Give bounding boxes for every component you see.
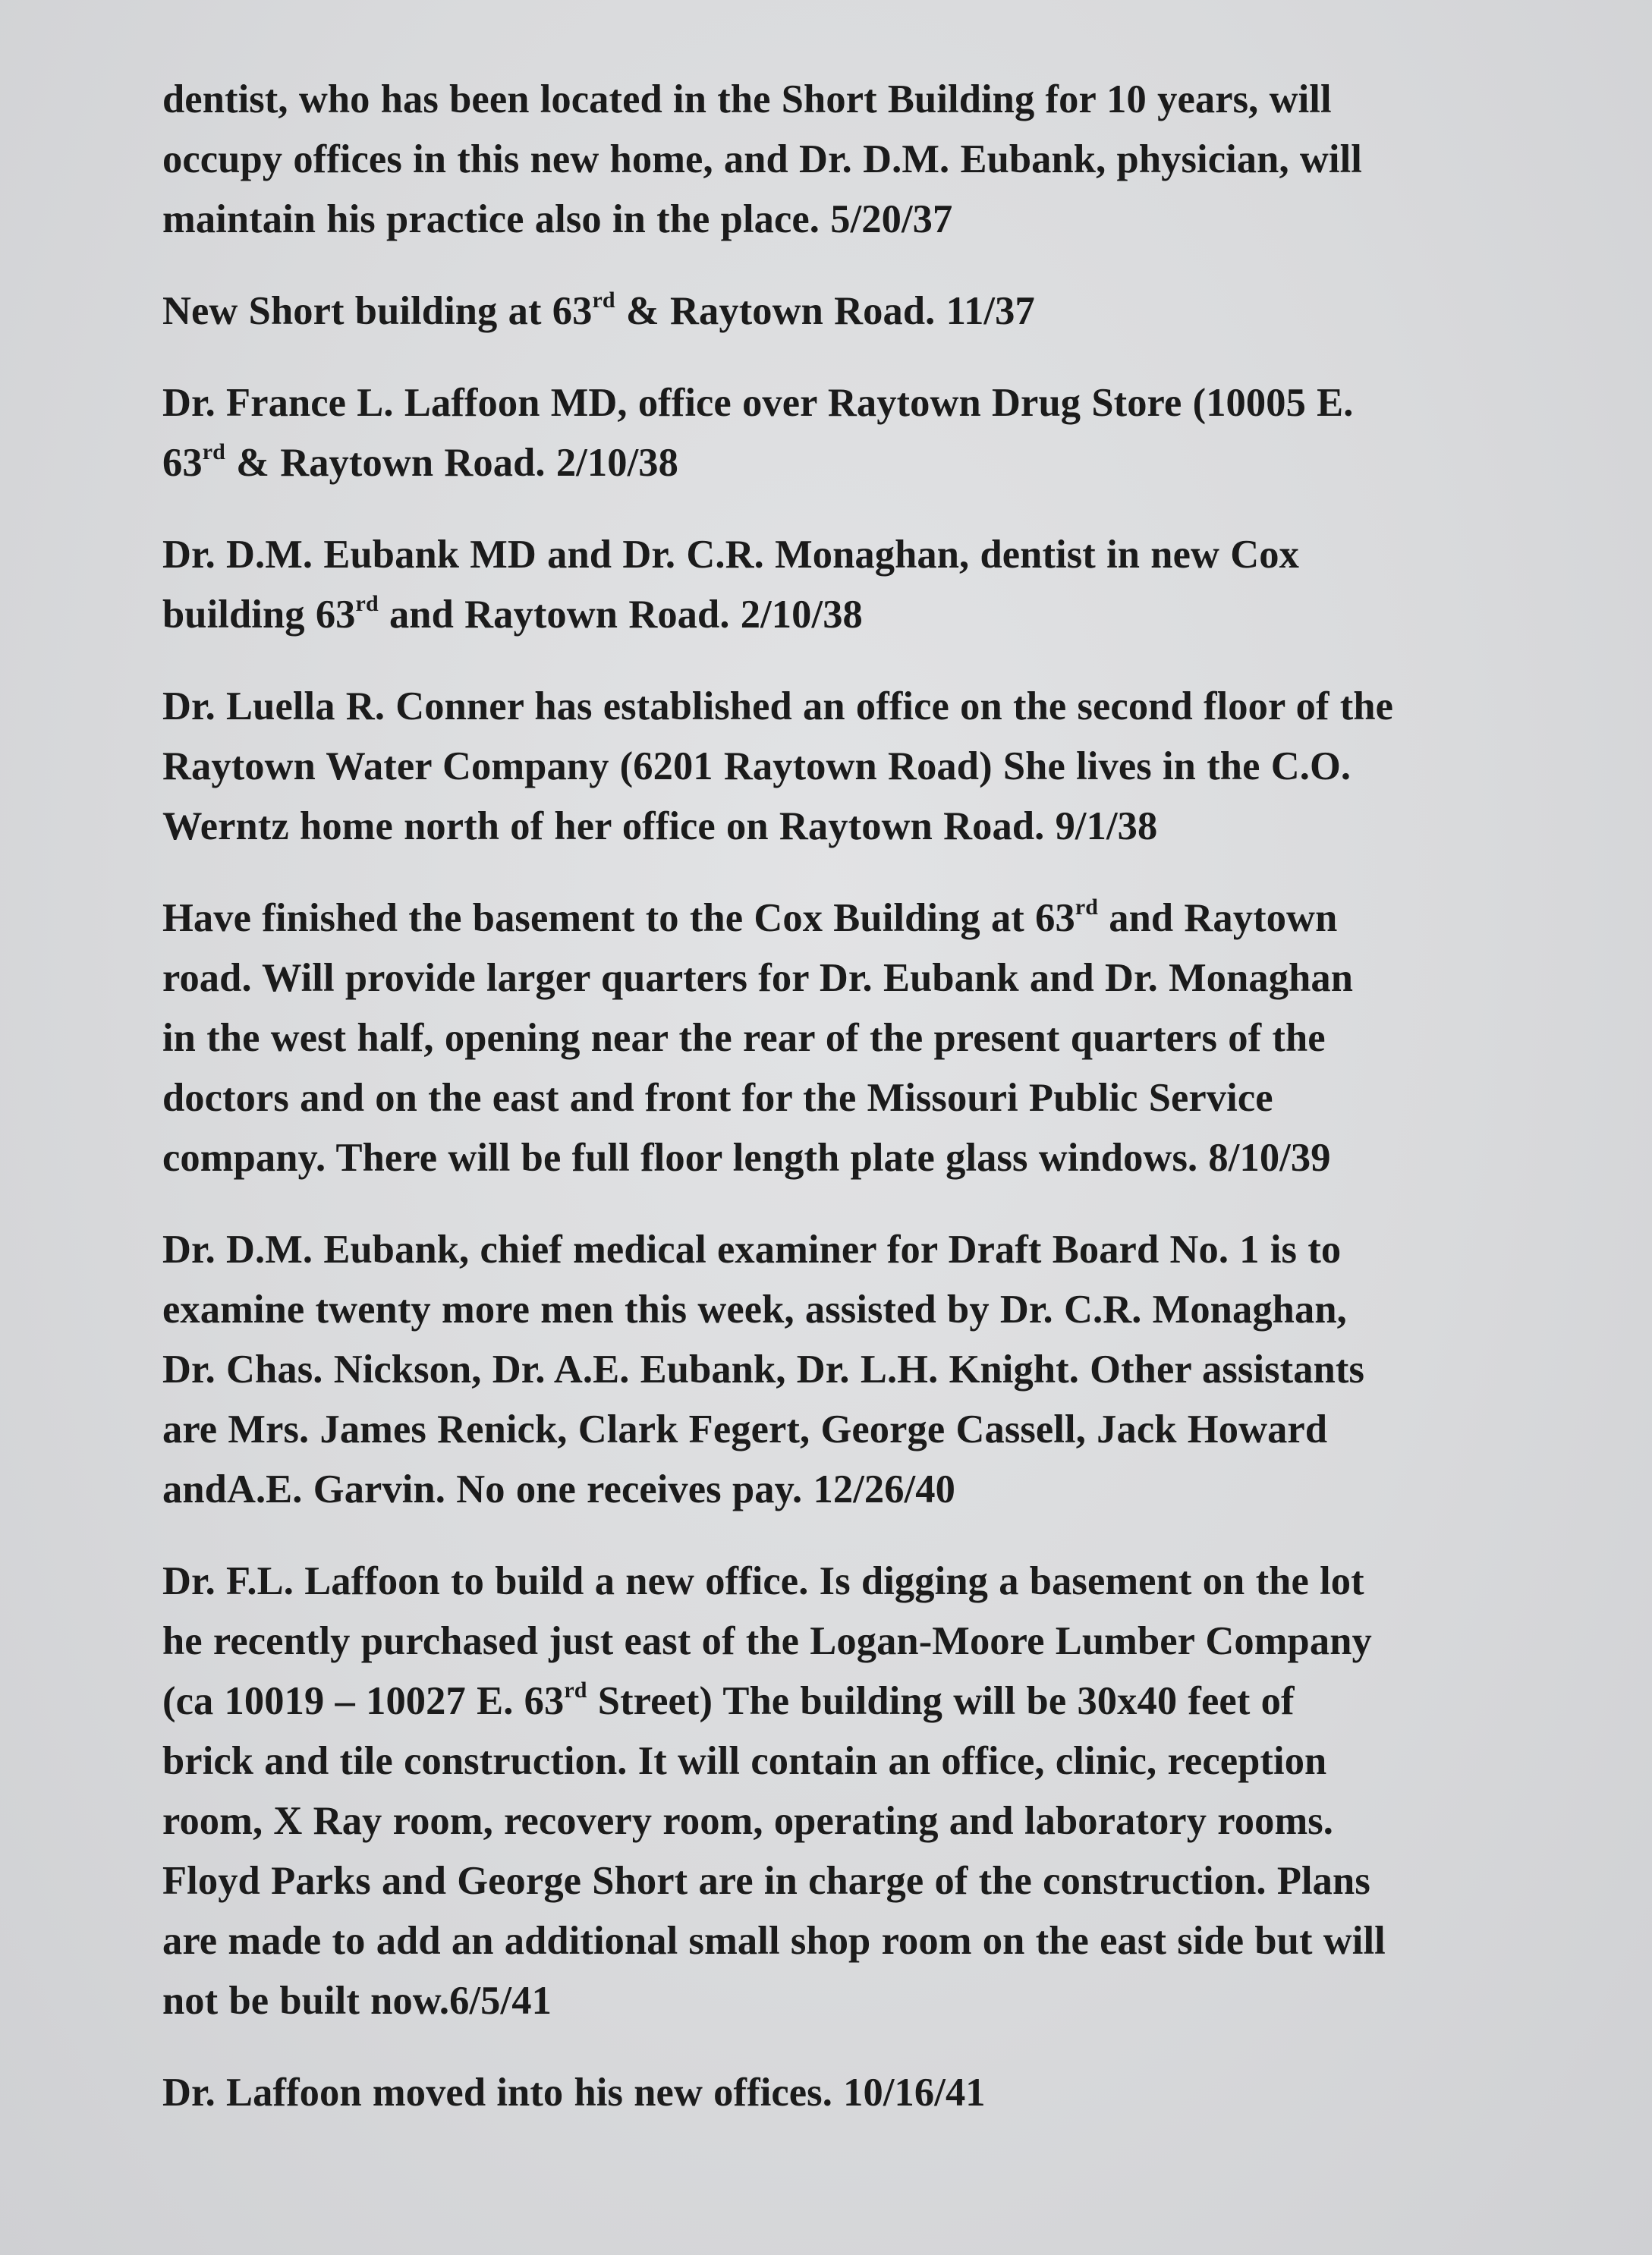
paragraph-entry — [162, 1552, 1589, 2031]
text-line — [162, 1280, 1589, 1340]
paragraph-entry — [162, 2063, 1589, 2123]
text-run: Dr. D.M. Eubank MD and Dr. C.R. Monaghan, dentist in new Cox — [162, 533, 1299, 577]
text-line — [162, 1220, 1589, 1280]
text-run: maintain his practice also in the place. 5/20/37 — [162, 197, 953, 241]
text-run: room, X Ray room, recovery room, operating and laboratory rooms. — [162, 1799, 1334, 1843]
text-run: New Short building at 63 — [162, 289, 593, 333]
text-run: and Raytown — [1098, 896, 1338, 940]
text-run: building 63 — [162, 593, 356, 637]
text-line — [162, 1731, 1589, 1791]
text-line — [162, 1128, 1589, 1188]
text-line — [162, 525, 1589, 585]
text-run: 63 — [162, 441, 203, 485]
text-run: Dr. Luella R. Conner has established an office on the second floor of the — [162, 684, 1394, 728]
paragraph-entry — [162, 525, 1589, 645]
text-run: he recently purchased just east of the Logan-Moore Lumber Company — [162, 1619, 1372, 1663]
paragraph-entry — [162, 281, 1589, 341]
text-run: Dr. D.M. Eubank, chief medical examiner for Draft Board No. 1 is to — [162, 1228, 1342, 1272]
text-line — [162, 1851, 1589, 1911]
text-line — [162, 737, 1589, 797]
text-line — [162, 190, 1589, 250]
text-line — [162, 373, 1589, 433]
ordinal-suffix: rd — [202, 439, 225, 464]
text-line — [162, 585, 1589, 645]
paragraph-entry — [162, 888, 1589, 1188]
ordinal-suffix: rd — [592, 287, 615, 313]
text-run: (ca 10019 – 10027 E. 63 — [162, 1679, 565, 1723]
text-line — [162, 281, 1589, 341]
text-line — [162, 1612, 1589, 1672]
text-run: Raytown Water Company (6201 Raytown Road) She lives in the C.O. — [162, 744, 1351, 788]
text-line — [162, 1460, 1589, 1520]
text-line — [162, 1911, 1589, 1971]
text-run: Floyd Parks and George Short are in charge of the construction. Plans — [162, 1859, 1370, 1903]
text-run: Werntz home north of her office on Raytown Road. 9/1/38 — [162, 804, 1158, 848]
text-line — [162, 70, 1589, 130]
paragraph-entry — [162, 1220, 1589, 1520]
text-line — [162, 433, 1589, 493]
text-line — [162, 1971, 1589, 2031]
text-run: are Mrs. James Renick, Clark Fegert, George Cassell, Jack Howard — [162, 1407, 1328, 1451]
text-run: Dr. Laffoon moved into his new offices. 10/16/41 — [162, 2071, 986, 2115]
text-run: are made to add an additional small shop room on the east side but will — [162, 1919, 1386, 1963]
text-line — [162, 1340, 1589, 1400]
text-line — [162, 797, 1589, 857]
text-line — [162, 1068, 1589, 1128]
paragraph-entry — [162, 373, 1589, 493]
text-run: Have finished the basement to the Cox Building at 63 — [162, 896, 1075, 940]
text-run: road. Will provide larger quarters for Dr. Eubank and Dr. Monaghan — [162, 956, 1354, 1000]
text-run: company. There will be full floor length plate glass windows. 8/10/39 — [162, 1136, 1331, 1180]
ordinal-suffix: rd — [564, 1677, 587, 1703]
text-line — [162, 2063, 1589, 2123]
text-run: Street) The building will be 30x40 feet of — [587, 1679, 1295, 1723]
text-run: not be built now.6/5/41 — [162, 1979, 552, 2023]
text-line — [162, 677, 1589, 737]
ordinal-suffix: rd — [355, 590, 379, 616]
paragraph-entry — [162, 677, 1589, 857]
text-run: doctors and on the east and front for the Missouri Public Service — [162, 1076, 1273, 1120]
text-line — [162, 1400, 1589, 1460]
text-run: brick and tile construction. It will contain an office, clinic, reception — [162, 1739, 1327, 1783]
text-run: andA.E. Garvin. No one receives pay. 12/26/40 — [162, 1467, 955, 1511]
text-run: Dr. F.L. Laffoon to build a new office. Is digging a basement on the lot — [162, 1559, 1364, 1603]
text-line — [162, 1791, 1589, 1851]
text-line — [162, 1672, 1589, 1731]
text-run: dentist, who has been located in the Short Building for 10 years, will — [162, 77, 1332, 121]
ordinal-suffix: rd — [1075, 894, 1099, 920]
text-run: Dr. France L. Laffoon MD, office over Raytown Drug Store (10005 E. — [162, 381, 1354, 425]
text-run: occupy offices in this new home, and Dr. D.M. Eubank, physician, will — [162, 137, 1362, 181]
text-line — [162, 888, 1589, 948]
text-run: and Raytown Road. 2/10/38 — [378, 593, 863, 637]
document-page — [162, 70, 1589, 2155]
text-run: in the west half, opening near the rear of the present quarters of the — [162, 1016, 1326, 1060]
text-line — [162, 948, 1589, 1008]
text-run: & Raytown Road. 2/10/38 — [225, 441, 678, 485]
text-run: & Raytown Road. 11/37 — [615, 289, 1035, 333]
text-line — [162, 130, 1589, 190]
text-run: examine twenty more men this week, assisted by Dr. C.R. Monaghan, — [162, 1288, 1347, 1332]
text-line — [162, 1552, 1589, 1612]
text-line — [162, 1008, 1589, 1068]
paragraph-entry — [162, 70, 1589, 250]
text-run: Dr. Chas. Nickson, Dr. A.E. Eubank, Dr. L.H. Knight. Other assistants — [162, 1348, 1365, 1392]
